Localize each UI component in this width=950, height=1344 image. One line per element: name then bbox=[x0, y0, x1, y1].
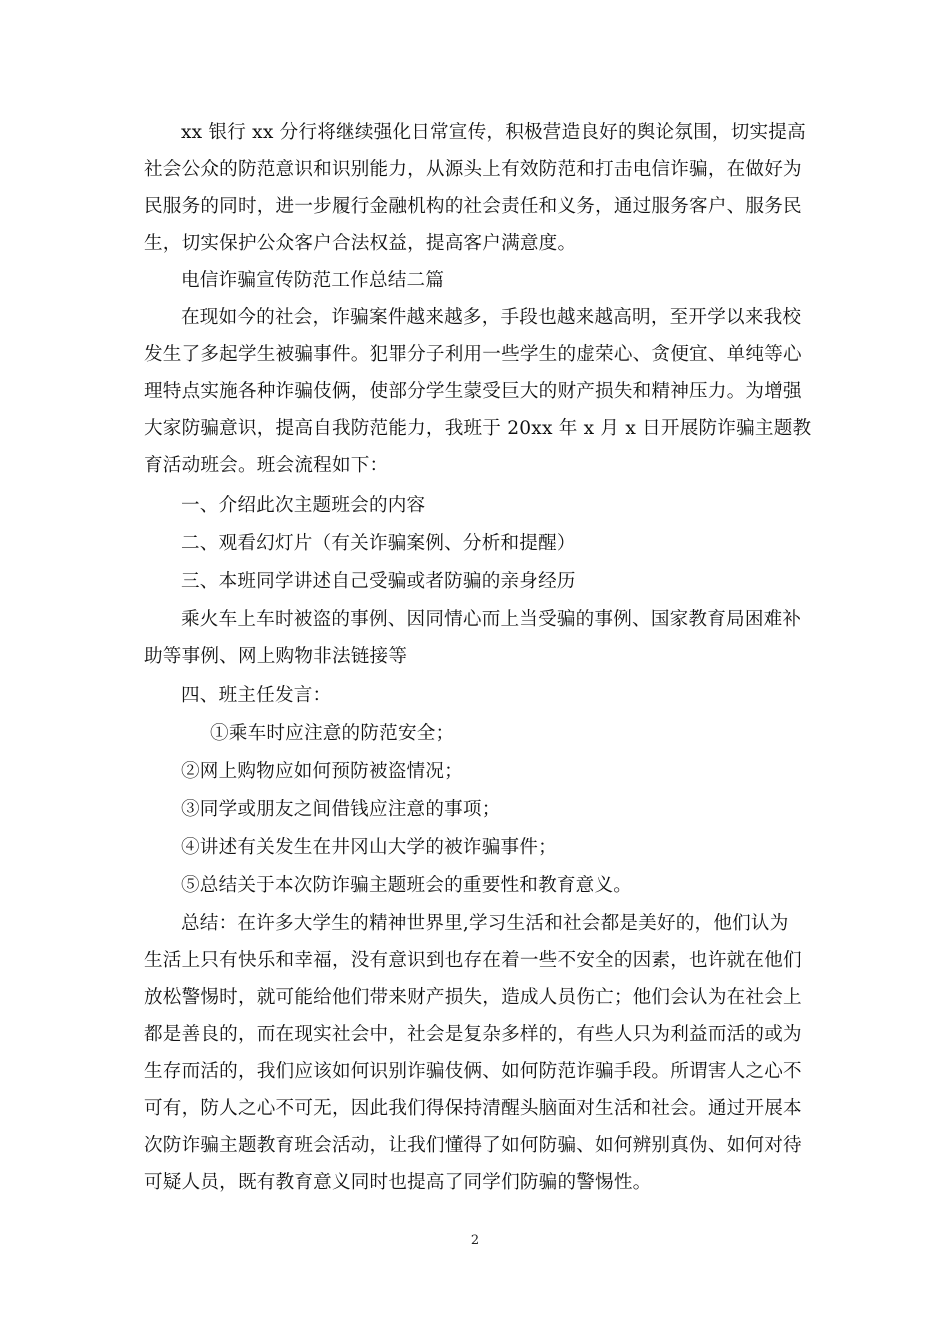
list-item: 一、介绍此次主题班会的内容 bbox=[181, 495, 426, 516]
body-line: 助等事例、网上购物非法链接等 bbox=[144, 646, 408, 667]
body-line: 在现如今的社会，诈骗案件越来越多，手段也越来越高明，至开学以来我校 bbox=[181, 307, 802, 328]
body-line: 可有，防人之心不可无，因此我们得保持清醒头脑面对生活和社会。通过开展本 bbox=[144, 1098, 802, 1119]
list-item: ③同学或朋友之间借钱应注意的事项； bbox=[181, 799, 501, 820]
list-item: ④讲述有关发生在井冈山大学的被诈骗事件； bbox=[181, 837, 557, 858]
body-line: 乘火车上车时被盗的事例、因同情心而上当受骗的事例、国家教育局困难补 bbox=[181, 609, 802, 630]
body-line: 育活动班会。班会流程如下： bbox=[144, 455, 389, 476]
page-number: 2 bbox=[470, 1233, 480, 1248]
list-item: 四、班主任发言： bbox=[181, 685, 332, 706]
body-line: 生活上只有快乐和幸福，没有意识到也存在着一些不安全的因素，也许就在他们 bbox=[144, 950, 802, 971]
list-item: ⑤总结关于本次防诈骗主题班会的重要性和教育意义。 bbox=[181, 875, 633, 896]
body-line: 生存而活的，我们应该如何识别诈骗伎俩、如何防范诈骗手段。所谓害人之心不 bbox=[144, 1061, 802, 1082]
list-item: 二、观看幻灯片（有关诈骗案例、分析和提醒） bbox=[181, 533, 576, 554]
body-line: 放松警惕时，就可能给他们带来财产损失，造成人员伤亡；他们会认为在社会上 bbox=[144, 987, 802, 1008]
body-line: 理特点实施各种诈骗伎俩，使部分学生蒙受巨大的财产损失和精神压力。为增强 bbox=[144, 381, 802, 402]
body-line: 大家防骗意识，提高自我防范能力，我班于 20xx 年 x 月 x 日开展防诈骗主题教 bbox=[144, 418, 812, 439]
body-line: xx 银行 xx 分行将继续强化日常宣传，积极营造良好的舆论氛围，切实提高 bbox=[181, 122, 806, 143]
list-item: 三、本班同学讲述自己受骗或者防骗的亲身经历 bbox=[181, 571, 576, 592]
list-item: ①乘车时应注意的防范安全； bbox=[210, 723, 455, 744]
body-line: 都是善良的，而在现实社会中，社会是复杂多样的，有些人只为利益而活的或为 bbox=[144, 1024, 802, 1045]
body-line: 可疑人员，既有教育意义同时也提高了同学们防骗的警惕性。 bbox=[144, 1172, 652, 1193]
body-line: 总结：在许多大学生的精神世界里,学习生活和社会都是美好的，他们认为 bbox=[181, 913, 789, 934]
body-line: 发生了多起学生被骗事件。犯罪分子利用一些学生的虚荣心、贪便宜、单纯等心 bbox=[144, 344, 802, 365]
body-line: 社会公众的防范意识和识别能力，从源头上有效防范和打击电信诈骗，在做好为 bbox=[144, 159, 802, 180]
body-line: 民服务的同时，进一步履行金融机构的社会责任和义务，通过服务客户、服务民 bbox=[144, 196, 802, 217]
body-line: 次防诈骗主题教育班会活动，让我们懂得了如何防骗、如何辨别真伪、如何对待 bbox=[144, 1135, 802, 1156]
body-line: 生，切实保护公众客户合法权益，提高客户满意度。 bbox=[144, 233, 577, 254]
section-title: 电信诈骗宣传防范工作总结二篇 bbox=[181, 270, 445, 291]
list-item: ②网上购物应如何预防被盗情况； bbox=[181, 761, 463, 782]
